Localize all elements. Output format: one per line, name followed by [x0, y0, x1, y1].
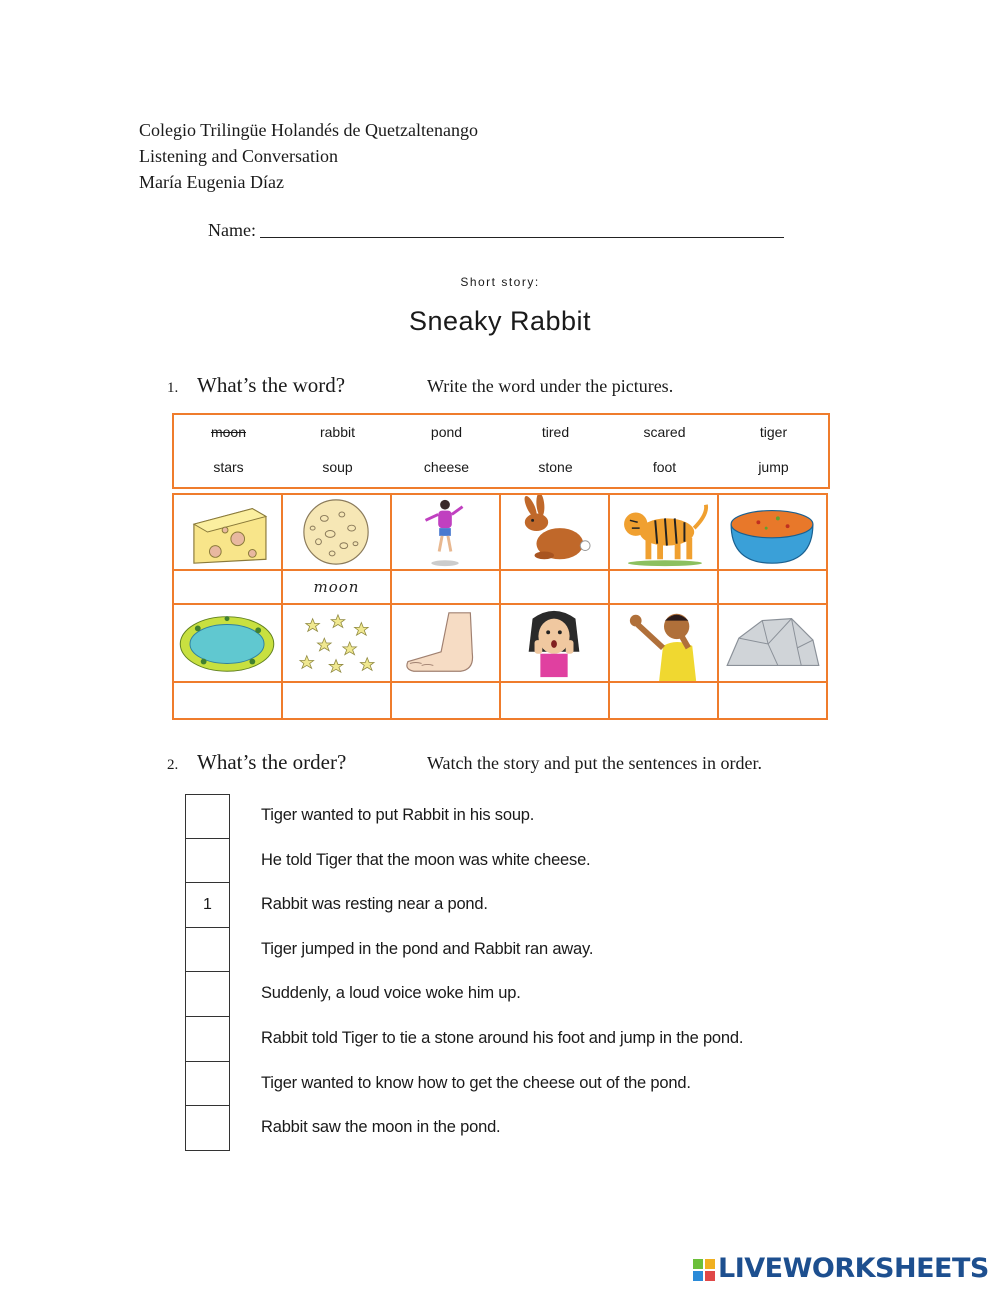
- tiger-icon: [610, 495, 717, 569]
- answer-cell[interactable]: [281, 681, 392, 720]
- sentence-text: Tiger jumped in the pond and Rabbit ran away.: [261, 939, 594, 958]
- pond-picture: [172, 603, 283, 683]
- answer-cell[interactable]: [390, 681, 501, 720]
- cheese-icon: [174, 495, 281, 569]
- word-bank-item: moon: [210, 424, 247, 440]
- question-2-number: 2.: [167, 757, 179, 773]
- order-box[interactable]: [185, 1017, 230, 1062]
- answer-cell[interactable]: [172, 681, 283, 720]
- order-box[interactable]: [185, 794, 230, 839]
- sentence-text: He told Tiger that the moon was white cheese.: [261, 850, 591, 869]
- tiger-picture: [608, 493, 719, 571]
- course-name: Listening and Conversation: [139, 146, 338, 166]
- word-bank-item: cheese: [423, 459, 470, 475]
- answer-cell[interactable]: [390, 569, 501, 605]
- header: [139, 117, 478, 195]
- order-box[interactable]: [185, 1106, 230, 1151]
- word-bank: [172, 413, 830, 489]
- word-bank-item: rabbit: [319, 424, 356, 440]
- word-bank-item: stars: [213, 459, 244, 475]
- subtitle: Short story:: [460, 275, 540, 289]
- stone-icon: [719, 605, 826, 681]
- word-bank-item: pond: [430, 424, 463, 440]
- foot-icon: [392, 605, 499, 681]
- word-bank-item: scared: [643, 424, 686, 440]
- scared-picture: [499, 603, 610, 683]
- sentence-text: Suddenly, a loud voice woke him up.: [261, 984, 521, 1003]
- sentence-text: Rabbit told Tiger to tie a stone around his foot and jump in the pond.: [261, 1028, 744, 1047]
- cheese-picture: [172, 493, 283, 571]
- stars-picture: [281, 603, 392, 683]
- moon-icon: [283, 495, 390, 569]
- teacher-name: María Eugenia Díaz: [139, 172, 284, 192]
- answer-cell[interactable]: moon: [281, 569, 392, 605]
- rabbit-picture: [499, 493, 610, 571]
- word-bank-item: foot: [652, 459, 677, 475]
- order-box[interactable]: [185, 839, 230, 884]
- order-box[interactable]: [185, 972, 230, 1017]
- soup-bowl-icon: [719, 495, 826, 569]
- sentence-text: Tiger wanted to know how to get the cheese out of the pond.: [261, 1073, 691, 1092]
- order-box[interactable]: 1: [185, 883, 230, 928]
- answer-cell[interactable]: [608, 569, 719, 605]
- answer-cell[interactable]: [717, 681, 828, 720]
- order-box[interactable]: [185, 1062, 230, 1107]
- stars-icon: [283, 605, 390, 681]
- word-bank-item: tired: [541, 424, 570, 440]
- soup-picture: [717, 493, 828, 571]
- tired-picture: [608, 603, 719, 683]
- word-bank-item: stone: [538, 459, 573, 475]
- question-1-number: 1.: [167, 380, 179, 396]
- order-box[interactable]: [185, 928, 230, 973]
- answer-cell[interactable]: [172, 569, 283, 605]
- stone-picture: [717, 603, 828, 683]
- answer-cell[interactable]: [499, 681, 610, 720]
- jumping-girl-icon: [392, 495, 499, 569]
- name-label: Name:: [208, 220, 256, 240]
- question-1-heading: What’s the word?: [197, 373, 346, 397]
- moon-picture: [281, 493, 392, 571]
- foot-picture: [390, 603, 501, 683]
- page-title: Sneaky Rabbit: [408, 306, 592, 336]
- name-input[interactable]: [260, 219, 784, 238]
- question-1-instruction: Write the word under the pictures.: [427, 376, 674, 396]
- school-name: Colegio Trilingüe Holandés de Quetzaltenango: [139, 120, 478, 140]
- word-bank-item: jump: [758, 459, 789, 475]
- question-1: [167, 373, 673, 398]
- question-2-instruction: Watch the story and put the sentences in order.: [427, 753, 762, 773]
- liveworksheets-wordmark: LIVEWORKSHEETS: [718, 1253, 989, 1284]
- question-2-heading: What’s the order?: [197, 750, 347, 774]
- sentence-text: Rabbit was resting near a pond.: [261, 895, 488, 914]
- sentence-text: Rabbit saw the moon in the pond.: [261, 1118, 501, 1137]
- jump-picture: [390, 493, 501, 571]
- tired-boy-icon: [610, 605, 717, 681]
- question-2: [167, 750, 762, 775]
- rabbit-icon: [501, 495, 608, 569]
- picture-grid: [172, 493, 828, 720]
- answer-cell[interactable]: [499, 569, 610, 605]
- answer-cell[interactable]: [717, 569, 828, 605]
- liveworksheets-icon: [693, 1259, 715, 1281]
- pond-icon: [174, 605, 281, 681]
- scared-girl-icon: [501, 605, 608, 681]
- word-bank-item: soup: [322, 459, 353, 475]
- name-field-row: [208, 219, 784, 241]
- word-bank-item: tiger: [759, 424, 788, 440]
- answer-cell[interactable]: [608, 681, 719, 720]
- sentence-text: Tiger wanted to put Rabbit in his soup.: [261, 806, 535, 824]
